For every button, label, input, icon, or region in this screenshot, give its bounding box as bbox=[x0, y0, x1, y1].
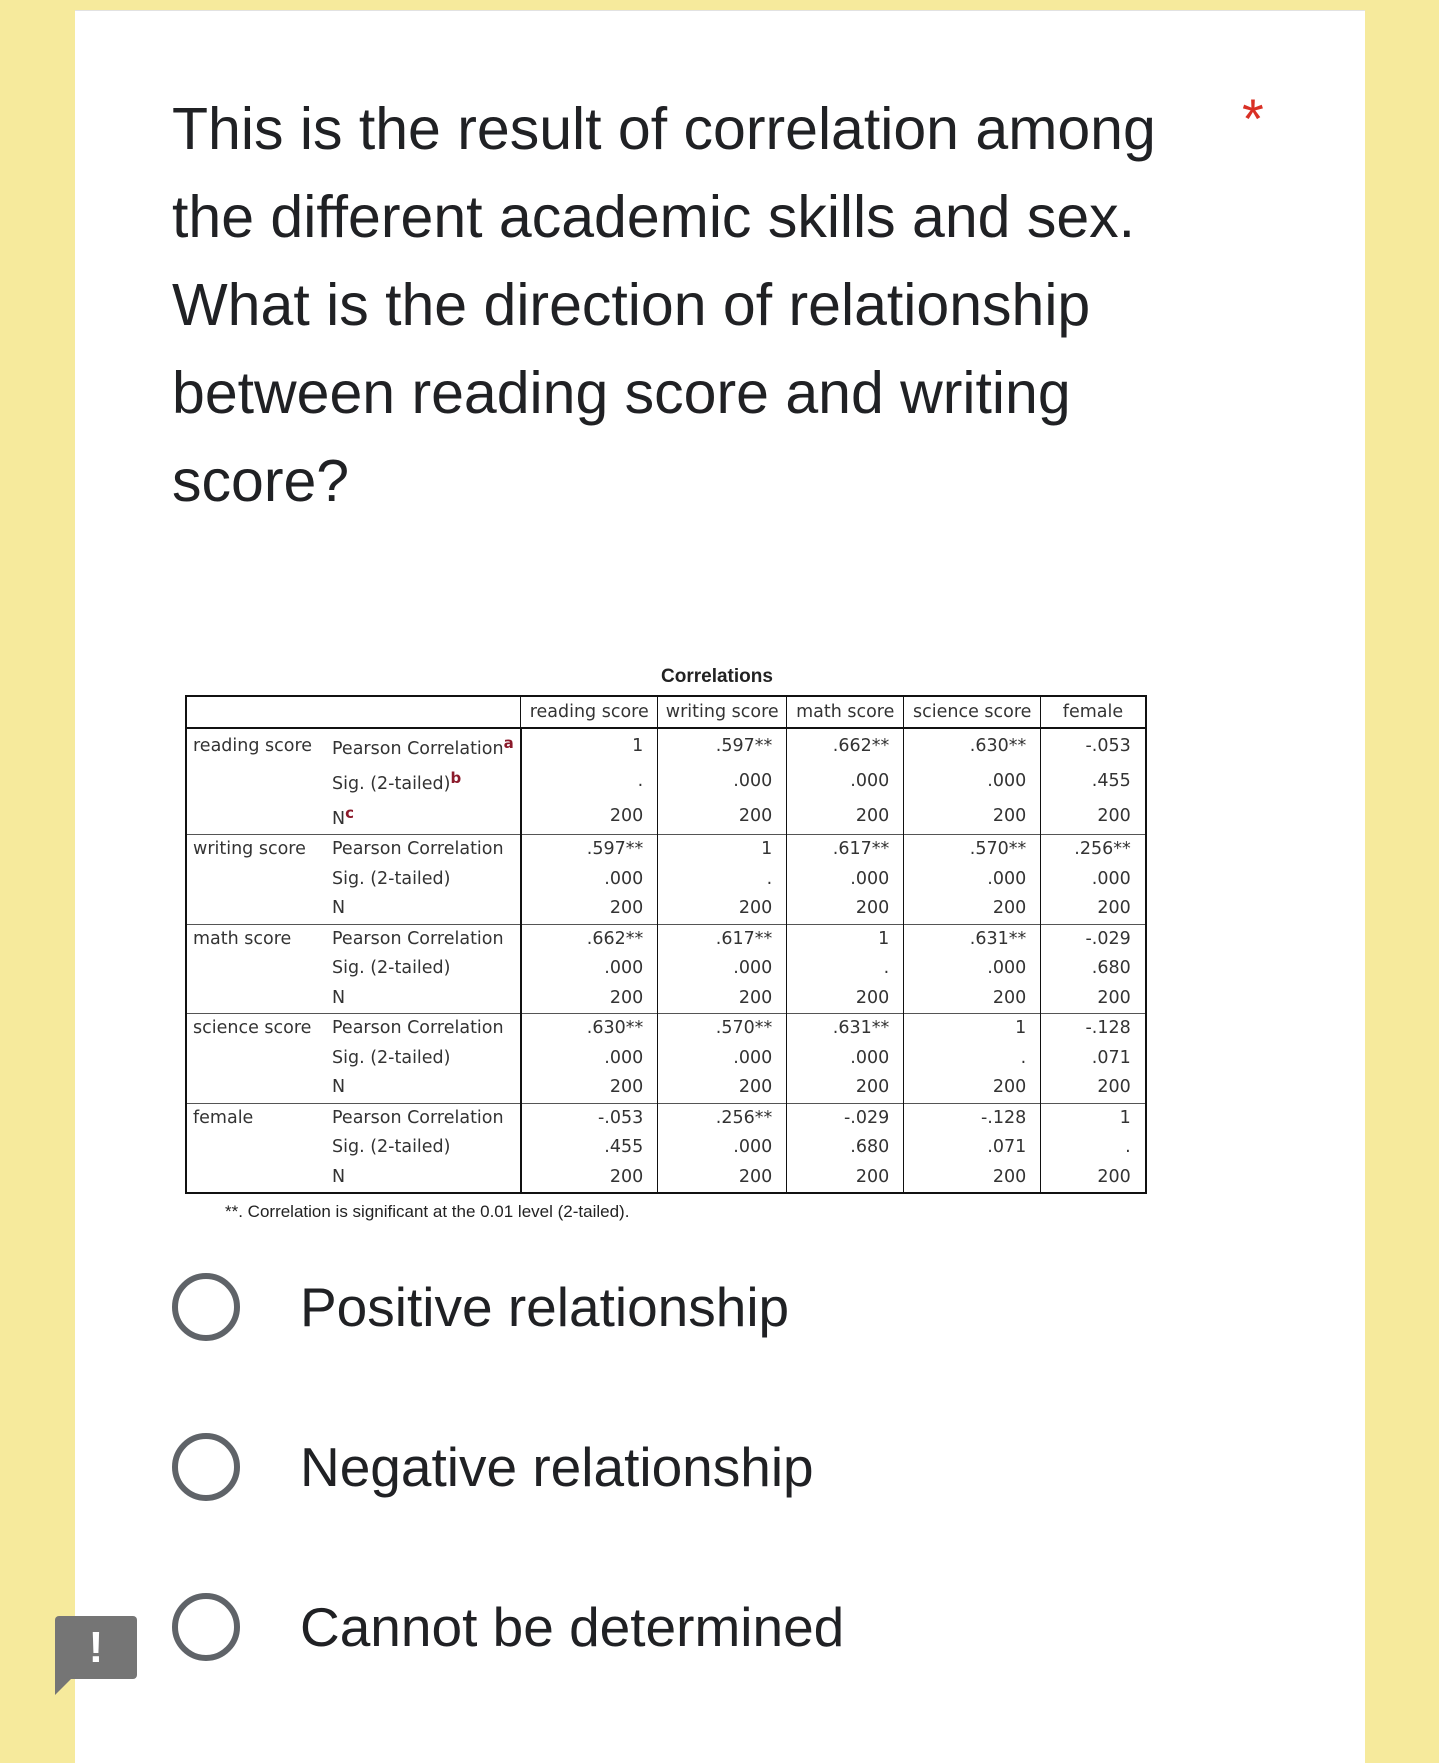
correlations-table bbox=[185, 695, 1147, 1194]
row-variable-label: science score bbox=[186, 1014, 326, 1044]
table-cell: .000 bbox=[904, 954, 1041, 984]
table-row bbox=[186, 799, 1146, 835]
table-cell: .071 bbox=[904, 1133, 1041, 1163]
table-row bbox=[186, 1163, 1146, 1194]
question-card bbox=[75, 10, 1365, 1763]
table-header-row bbox=[186, 696, 1146, 728]
table-cell: 1 bbox=[787, 924, 904, 954]
footnote-superscript: b bbox=[450, 769, 462, 787]
table-cell: 200 bbox=[1041, 1073, 1146, 1103]
table-cell: .000 bbox=[521, 954, 658, 984]
statistic-label bbox=[326, 1073, 521, 1103]
table-row bbox=[186, 728, 1146, 764]
table-cell: .000 bbox=[658, 1044, 787, 1074]
table-cell: 200 bbox=[787, 984, 904, 1014]
table-cell: 200 bbox=[658, 984, 787, 1014]
table-cell: 200 bbox=[521, 894, 658, 924]
table-cell: . bbox=[787, 954, 904, 984]
table-cell: .570** bbox=[904, 835, 1041, 865]
table-row bbox=[186, 1044, 1146, 1074]
row-variable-blank bbox=[186, 1163, 326, 1194]
table-cell: .071 bbox=[1041, 1044, 1146, 1074]
table-cell: .455 bbox=[1041, 764, 1146, 799]
table-row bbox=[186, 924, 1146, 954]
table-cell: .000 bbox=[521, 1044, 658, 1074]
table-cell: . bbox=[1041, 1133, 1146, 1163]
row-variable-blank bbox=[186, 1044, 326, 1074]
table-cell: .000 bbox=[658, 954, 787, 984]
table-title: Correlations bbox=[661, 666, 773, 687]
row-variable-blank bbox=[186, 1073, 326, 1103]
statistic-label-text: N bbox=[332, 809, 346, 829]
statistic-label bbox=[326, 924, 521, 954]
table-cell: 1 bbox=[521, 728, 658, 764]
statistic-label bbox=[326, 835, 521, 865]
statistic-label bbox=[326, 764, 521, 799]
table-cell: 200 bbox=[521, 1163, 658, 1194]
table-row bbox=[186, 894, 1146, 924]
radio-button[interactable] bbox=[172, 1593, 240, 1661]
statistic-label-text: Pearson Correlation bbox=[332, 1018, 504, 1039]
table-cell: .630** bbox=[521, 1014, 658, 1044]
table-cell: .000 bbox=[521, 865, 658, 895]
table-row bbox=[186, 954, 1146, 984]
table-cell: . bbox=[658, 865, 787, 895]
table-cell: .000 bbox=[658, 764, 787, 799]
speech-bubble-tail bbox=[55, 1673, 77, 1695]
row-variable-blank bbox=[186, 799, 326, 835]
table-cell: 200 bbox=[904, 894, 1041, 924]
table-cell: -.053 bbox=[521, 1103, 658, 1133]
statistic-label-text: Sig. (2-tailed) bbox=[332, 868, 451, 889]
row-variable-label: math score bbox=[186, 924, 326, 954]
radio-button[interactable] bbox=[172, 1433, 240, 1501]
table-cell: .617** bbox=[658, 924, 787, 954]
table-cell: -.029 bbox=[1041, 924, 1146, 954]
table-cell: .256** bbox=[658, 1103, 787, 1133]
statistic-label-text: Sig. (2-tailed) bbox=[332, 958, 451, 979]
table-cell: 200 bbox=[904, 1073, 1041, 1103]
table-cell: 200 bbox=[787, 1073, 904, 1103]
exclamation-icon: ! bbox=[88, 1623, 104, 1672]
statistic-label-text: Sig. (2-tailed) bbox=[332, 774, 451, 794]
table-cell: .680 bbox=[1041, 954, 1146, 984]
statistic-label bbox=[326, 1103, 521, 1133]
column-header: science score bbox=[904, 696, 1041, 728]
statistic-label-text: N bbox=[332, 1166, 346, 1187]
table-cell: 200 bbox=[787, 1163, 904, 1194]
statistic-label bbox=[326, 1163, 521, 1194]
option-label[interactable]: Positive relationship bbox=[300, 1276, 790, 1338]
table-cell: .000 bbox=[904, 865, 1041, 895]
column-header: reading score bbox=[521, 696, 658, 728]
table-cell: 200 bbox=[904, 1163, 1041, 1194]
table-cell: .000 bbox=[904, 764, 1041, 799]
question-text: This is the result of correlation among the different academic skills and sex. What is the direction of relationship between reading score and writing score? bbox=[172, 96, 1156, 514]
table-cell: .617** bbox=[787, 835, 904, 865]
table-row bbox=[186, 1103, 1146, 1133]
table-cell: 200 bbox=[787, 894, 904, 924]
table-cell: .631** bbox=[787, 1014, 904, 1044]
footnote-superscript: c bbox=[345, 804, 354, 822]
table-row bbox=[186, 1133, 1146, 1163]
table-row bbox=[186, 835, 1146, 865]
table-row bbox=[186, 984, 1146, 1014]
table-cell: .000 bbox=[787, 1044, 904, 1074]
feedback-button[interactable] bbox=[55, 1616, 137, 1679]
column-header: writing score bbox=[658, 696, 787, 728]
statistic-label bbox=[326, 799, 521, 835]
table-cell: 200 bbox=[521, 984, 658, 1014]
table-cell: .662** bbox=[787, 728, 904, 764]
table-cell: .256** bbox=[1041, 835, 1146, 865]
table-cell: 200 bbox=[1041, 894, 1146, 924]
header-blank bbox=[326, 696, 521, 728]
table-row bbox=[186, 865, 1146, 895]
correlations-table-image bbox=[185, 659, 1265, 1222]
statistic-label bbox=[326, 984, 521, 1014]
table-cell: 200 bbox=[521, 1073, 658, 1103]
table-row bbox=[186, 764, 1146, 799]
table-cell: 200 bbox=[904, 984, 1041, 1014]
statistic-label bbox=[326, 1044, 521, 1074]
column-header: math score bbox=[787, 696, 904, 728]
table-cell: .570** bbox=[658, 1014, 787, 1044]
row-variable-blank bbox=[186, 894, 326, 924]
row-variable-blank bbox=[186, 954, 326, 984]
row-variable-label: reading score bbox=[186, 728, 326, 764]
table-cell: 200 bbox=[1041, 799, 1146, 835]
statistic-label-text: N bbox=[332, 898, 346, 919]
table-cell: .455 bbox=[521, 1133, 658, 1163]
statistic-label bbox=[326, 1133, 521, 1163]
table-cell: 200 bbox=[658, 799, 787, 835]
statistic-label bbox=[326, 865, 521, 895]
table-cell: . bbox=[904, 1044, 1041, 1074]
table-cell: 200 bbox=[1041, 984, 1146, 1014]
row-variable-blank bbox=[186, 764, 326, 799]
table-cell: 1 bbox=[658, 835, 787, 865]
table-cell: 200 bbox=[521, 799, 658, 835]
option-label[interactable]: Cannot be determined bbox=[300, 1596, 845, 1658]
table-row bbox=[186, 1073, 1146, 1103]
table-cell: .631** bbox=[904, 924, 1041, 954]
statistic-label bbox=[326, 728, 521, 764]
table-cell: 200 bbox=[658, 1163, 787, 1194]
table-cell: 1 bbox=[1041, 1103, 1146, 1133]
row-variable-blank bbox=[186, 865, 326, 895]
table-cell: .597** bbox=[521, 835, 658, 865]
statistic-label bbox=[326, 894, 521, 924]
table-cell: 200 bbox=[658, 1073, 787, 1103]
table-cell: -.128 bbox=[904, 1103, 1041, 1133]
table-cell: .597** bbox=[658, 728, 787, 764]
table-cell: 200 bbox=[787, 799, 904, 835]
table-cell: .000 bbox=[787, 865, 904, 895]
statistic-label-text: Sig. (2-tailed) bbox=[332, 1137, 451, 1158]
table-cell: .662** bbox=[521, 924, 658, 954]
table-cell: .630** bbox=[904, 728, 1041, 764]
table-cell: .680 bbox=[787, 1133, 904, 1163]
table-cell: 200 bbox=[1041, 1163, 1146, 1194]
table-cell: . bbox=[521, 764, 658, 799]
row-variable-blank bbox=[186, 984, 326, 1014]
table-cell: -.053 bbox=[1041, 728, 1146, 764]
statistic-label-text: Pearson Correlation bbox=[332, 739, 504, 759]
header-blank bbox=[186, 696, 326, 728]
statistic-label bbox=[326, 954, 521, 984]
table-row bbox=[186, 1014, 1146, 1044]
required-asterisk: * bbox=[1242, 87, 1264, 150]
statistic-label-text: N bbox=[332, 1077, 346, 1098]
radio-button[interactable] bbox=[172, 1273, 240, 1341]
option-label[interactable]: Negative relationship bbox=[300, 1436, 814, 1498]
table-footnote: **. Correlation is significant at the 0.01 level (2-tailed). bbox=[225, 1202, 630, 1221]
statistic-label-text: Pearson Correlation bbox=[332, 928, 504, 949]
statistic-label-text: Pearson Correlation bbox=[332, 1107, 504, 1128]
table-cell: -.128 bbox=[1041, 1014, 1146, 1044]
row-variable-label: female bbox=[186, 1103, 326, 1133]
row-variable-blank bbox=[186, 1133, 326, 1163]
table-cell: 1 bbox=[904, 1014, 1041, 1044]
table-cell: .000 bbox=[787, 764, 904, 799]
table-cell: 200 bbox=[658, 894, 787, 924]
statistic-label-text: Sig. (2-tailed) bbox=[332, 1047, 451, 1068]
table-cell: .000 bbox=[1041, 865, 1146, 895]
statistic-label-text: Pearson Correlation bbox=[332, 839, 504, 860]
statistic-label-text: N bbox=[332, 987, 346, 1008]
footnote-superscript: a bbox=[503, 734, 514, 752]
statistic-label bbox=[326, 1014, 521, 1044]
row-variable-label: writing score bbox=[186, 835, 326, 865]
table-cell: .000 bbox=[658, 1133, 787, 1163]
table-cell: 200 bbox=[904, 799, 1041, 835]
table-cell: -.029 bbox=[787, 1103, 904, 1133]
column-header: female bbox=[1041, 696, 1146, 728]
